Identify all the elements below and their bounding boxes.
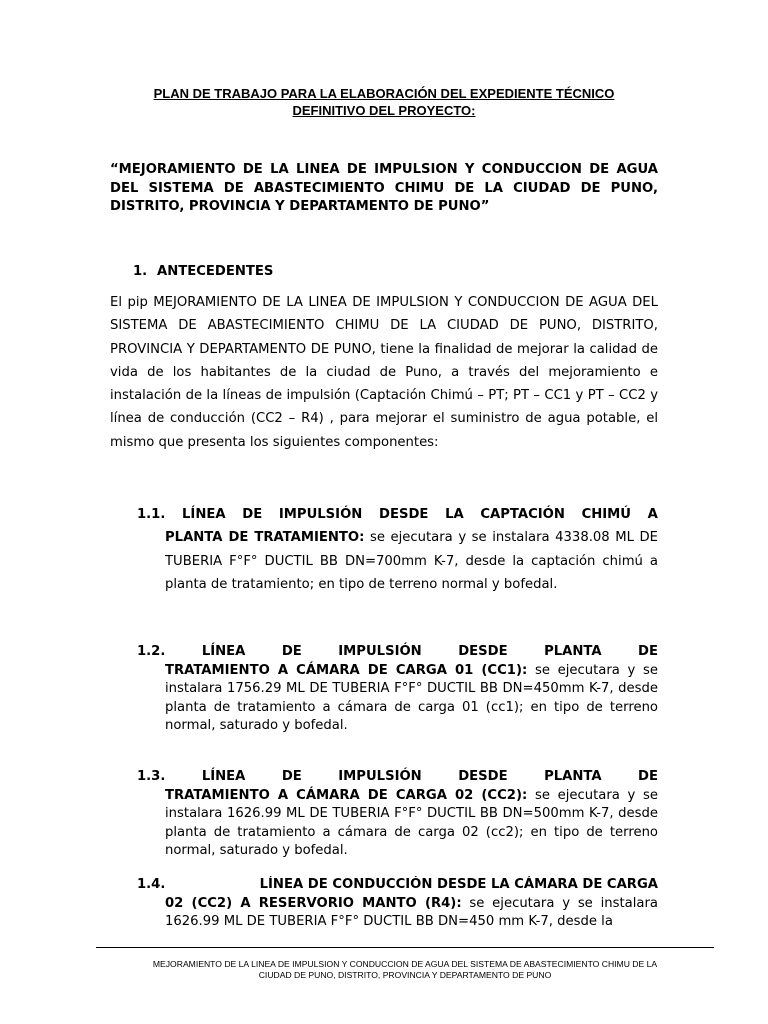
component-item-text: se ejecutara y se instalara 1756.29 ML DE TUBERIA F°F° DUCTIL BB DN=450mm K-7, desde planta de tratamiento a cámara de carga 01 (cc1); en tipo de terreno normal, saturado y bofedal.: [165, 662, 658, 733]
component-item: [137, 503, 658, 596]
component-item-number: 1.3.: [137, 769, 166, 784]
heading-word: PLANTA: [544, 644, 602, 659]
project-name: “MEJORAMIENTO DE LA LINEA DE IMPULSION Y CONDUCCION DE AGUA DEL SISTEMA DE ABASTECIMIENTO CHIMU DE LA CIUDAD DE PUNO, DISTRITO, PROVINCIA Y DEPARTAMENTO DE PUNO”: [110, 162, 658, 214]
component-item: [137, 643, 658, 736]
heading-word: LÍNEA DE CONDUCCIÓN DESDE LA CÁMARA DE CARGA: [259, 877, 658, 892]
heading-word: LÍNEA: [182, 507, 226, 522]
heading-word: DESDE: [458, 769, 508, 784]
page-footer: [96, 959, 714, 981]
document-title-line-2: DEFINITIVO DEL PROYECTO:: [292, 103, 476, 118]
document-title: [110, 85, 658, 119]
heading-word: PLANTA: [544, 769, 602, 784]
component-item-title-rest: 02 (CC2) A RESERVORIO MANTO (R4):: [165, 895, 462, 911]
section-title: ANTECEDENTES: [157, 264, 274, 279]
component-item-body: [165, 787, 658, 861]
component-item-title-rest: TRATAMIENTO A CÁMARA DE CARGA 02 (CC2):: [165, 787, 528, 803]
heading-word: DE: [281, 644, 302, 659]
component-item-heading: [137, 643, 658, 662]
component-item-body: [165, 662, 658, 736]
component-item-number: 1.1.: [137, 507, 166, 522]
heading-word: IMPULSIÓN: [278, 507, 363, 522]
heading-word: A: [647, 507, 658, 522]
component-item-heading: [137, 503, 658, 526]
component-item-text: se ejecutara y se instalara 1626.99 ML DE TUBERIA F°F° DUCTIL BB DN=450 mm K-7, desde la: [165, 895, 658, 929]
component-item-number: 1.2.: [137, 644, 166, 659]
component-item-heading: [137, 768, 658, 787]
heading-word: DE: [242, 507, 263, 522]
heading-word: LÍNEA: [201, 769, 246, 784]
component-item-text: se ejecutara y se instalara 1626.99 ML DE TUBERIA F°F° DUCTIL BB DN=500mm K-7, desde planta de tratamiento a cámara de carga 02 (cc2); en tipo de terreno normal, saturado y bofedal.: [165, 787, 658, 858]
component-item: [137, 768, 658, 861]
footer-line-1: MEJORAMIENTO DE LA LINEA DE IMPULSION Y CONDUCCION DE AGUA DEL SISTEMA DE ABASTECIMIENTO CHIMU DE LA: [152, 959, 658, 969]
document-title-line-1: PLAN DE TRABAJO PARA LA ELABORACIÓN DEL EXPEDIENTE TÉCNICO: [153, 86, 615, 101]
component-item-title-rest: PLANTA DE TRATAMIENTO:: [165, 530, 365, 546]
section-heading: [133, 263, 273, 281]
component-item-number: 1.4.: [137, 877, 166, 892]
heading-word: DE: [638, 769, 658, 784]
component-item-body: [165, 895, 658, 932]
section-intro-paragraph: El pip MEJORAMIENTO DE LA LINEA DE IMPULSION Y CONDUCCION DE AGUA DEL SISTEMA DE ABASTECIMIENTO CHIMU DE LA CIUDAD DE PUNO, DISTRITO, PROVINCIA Y DEPARTAMENTO DE PUNO, tiene la finalidad de mejorar la calidad de vida de los habitantes de la ciudad de Puno, a través del mejoramiento e instalación de la líneas de impulsión (Captación Chimú – PT; PT – CC1 y PT – CC2 y línea de conducción (CC2 – R4) , para mejorar el suministro de agua potable, el mismo que presenta los siguientes componentes:: [110, 295, 658, 450]
heading-word: CHIMÚ: [581, 507, 632, 522]
heading-word: IMPULSIÓN: [338, 769, 422, 784]
component-item-body: [165, 526, 658, 596]
component-item-text: se ejecutara y se instalara 4338.08 ML DE TUBERIA F°F° DUCTIL BB DN=700mm K-7, desde la captación chimú a planta de tratamiento; en tipo de terreno normal y bofedal.: [165, 530, 658, 592]
section-number: 1.: [133, 264, 148, 279]
heading-word: DE: [281, 769, 302, 784]
component-item-heading: [137, 876, 658, 895]
footer-line-2: CIUDAD DE PUNO, DISTRITO, PROVINCIA Y DEPARTAMENTO DE PUNO: [258, 970, 552, 980]
heading-word: DESDE: [379, 507, 429, 522]
heading-word: DE: [638, 644, 658, 659]
footer-divider: [96, 947, 714, 948]
heading-word: LÍNEA: [201, 644, 246, 659]
heading-word: LA: [445, 507, 464, 522]
heading-word: IMPULSIÓN: [338, 644, 422, 659]
heading-word: DESDE: [458, 644, 508, 659]
heading-word: CAPTACIÓN: [480, 507, 565, 522]
component-item: [137, 876, 658, 932]
component-item-title-rest: TRATAMIENTO A CÁMARA DE CARGA 01 (CC1):: [165, 662, 528, 678]
